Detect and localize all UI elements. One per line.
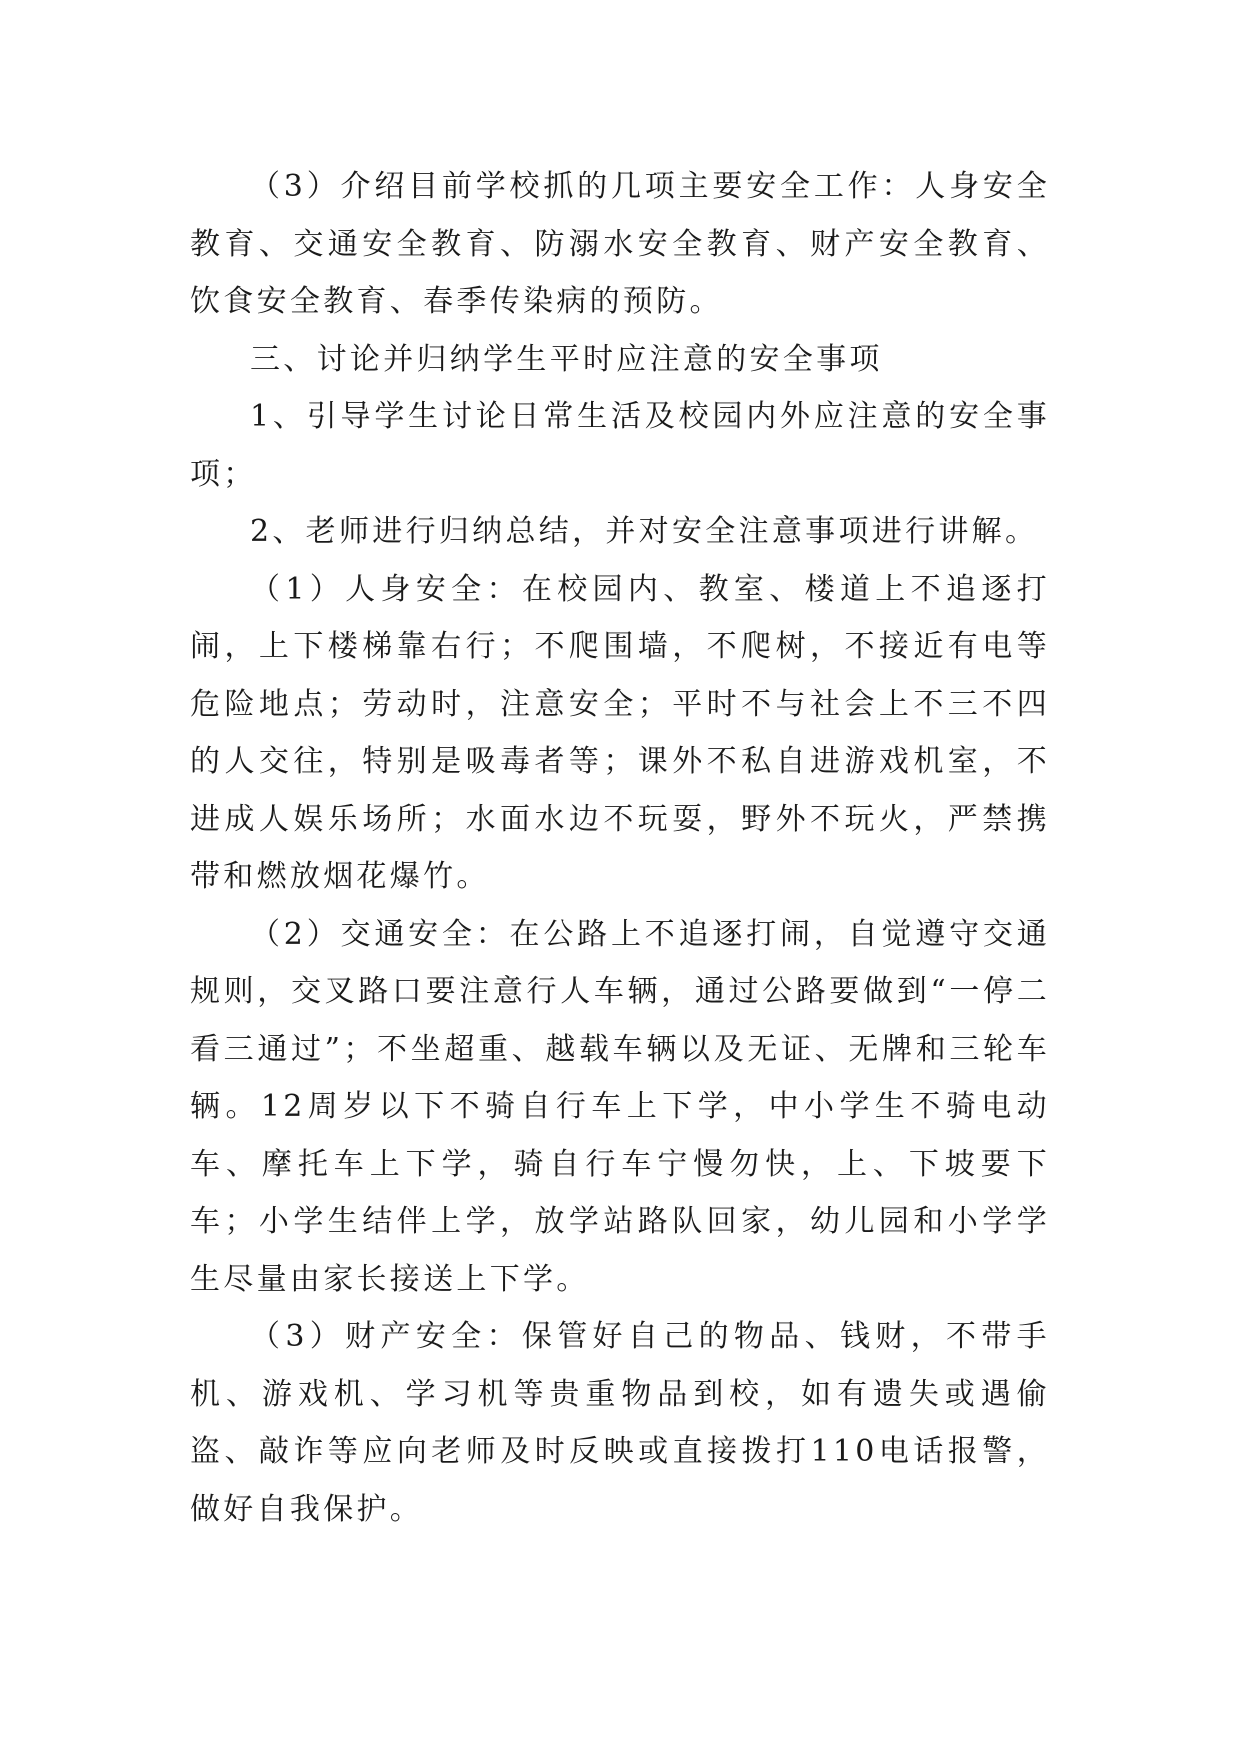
section-heading-discussion: 三、讨论并归纳学生平时应注意的安全事项 [250,341,883,377]
document-body [190,158,1050,1538]
paragraph-guide-discussion: 1、引导学生讨论日常生活及校园内外应注意的安全事项； [190,399,1050,492]
paragraph-teacher-summary: 2、老师进行归纳总结，并对安全注意事项进行讲解。 [250,514,1039,549]
paragraph-personal-safety: （1）人身安全：在校园内、教室、楼道上不追逐打闹，上下楼梯靠右行；不爬围墙，不爬树，不接近有电等危险地点；劳动时，注意安全；平时不与社会上不三不四的人交往，特别是吸毒者等；课外不私自进游戏机室，不进成人娱乐场所；水面水边不玩耍，野外不玩火，严禁携带和燃放烟花爆竹。 [190,571,1050,894]
paragraph-property-safety: （3）财产安全：保管好自己的物品、钱财，不带手机、游戏机、学习机等贵重物品到校，如有遗失或遇偷盗、敲诈等应向老师及时反映或直接拨打110电话报警，做好自我保护。 [190,1319,1050,1527]
paragraph-traffic-safety: （2）交通安全：在公路上不追逐打闹，自觉遵守交通规则，交叉路口要注意行人车辆，通过公路要做到“一停二看三通过”；不坐超重、越载车辆以及无证、无牌和三轮车辆。12周岁以下不骑自行车上下学，中小学生不骑电动车、摩托车上下学，骑自行车宁慢勿快，上、下坡要下车；小学生结伴上学，放学站路队回家，幼儿园和小学学生尽量由家长接送上下学。 [190,916,1050,1297]
paragraph-safety-work-intro: （3）介绍目前学校抓的几项主要安全工作：人身安全教育、交通安全教育、防溺水安全教育、财产安全教育、饮食安全教育、春季传染病的预防。 [190,169,1050,319]
